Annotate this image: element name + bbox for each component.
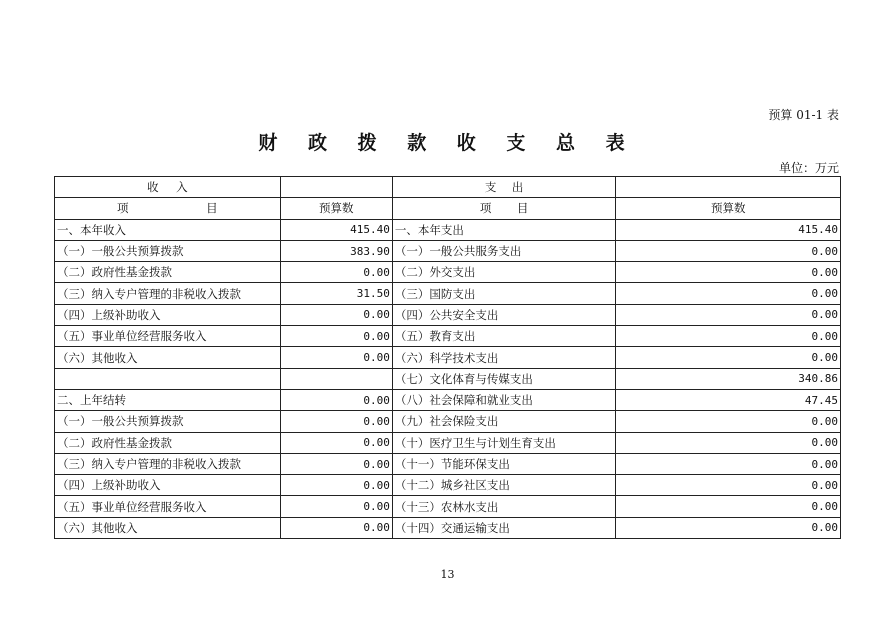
- expense-item-cell: （八）社会保障和就业支出: [392, 389, 616, 410]
- income-item-cell: （二）政府性基金拨款: [55, 262, 281, 283]
- expense-amount-cell: 0.00: [616, 283, 841, 304]
- income-item-cell: 二、上年结转: [55, 389, 281, 410]
- expense-amount-cell: 0.00: [616, 475, 841, 496]
- page-title: 财 政 拨 款 收 支 总 表: [258, 132, 637, 154]
- table-row: [55, 347, 841, 368]
- income-item-cell: 一、本年收入: [55, 219, 281, 240]
- header-income-left: 收: [147, 180, 159, 195]
- income-amount-cell: 0.00: [280, 453, 392, 474]
- income-amount-cell: [280, 368, 392, 389]
- expense-amount-cell: 0.00: [616, 240, 841, 261]
- expense-item-cell: （六）科学技术支出: [392, 347, 616, 368]
- header-item-left: 项: [117, 201, 129, 216]
- header-expense: [392, 177, 616, 198]
- expense-item-cell: （十二）城乡社区支出: [392, 475, 616, 496]
- expense-item-cell: （十三）农林水支出: [392, 496, 616, 517]
- header-income-empty: [280, 177, 392, 198]
- table-body: [55, 177, 841, 539]
- header-item-expense: [392, 198, 616, 219]
- header-income: [55, 177, 281, 198]
- income-item-cell: （六）其他收入: [55, 347, 281, 368]
- income-amount-cell: 0.00: [280, 389, 392, 410]
- expense-item-cell: （二）外交支出: [392, 262, 616, 283]
- expense-item-cell: （三）国防支出: [392, 283, 616, 304]
- expense-amount-cell: 415.40: [616, 219, 841, 240]
- expense-amount-cell: 0.00: [616, 411, 841, 432]
- income-amount-cell: 0.00: [280, 496, 392, 517]
- header-expense-right: 出: [511, 180, 524, 195]
- income-amount-cell: 0.00: [280, 475, 392, 496]
- expense-amount-cell: 0.00: [616, 517, 841, 538]
- income-item-cell: [55, 368, 281, 389]
- income-item-cell: （二）政府性基金拨款: [55, 432, 281, 453]
- income-item-cell: （一）一般公共预算拨款: [55, 240, 281, 261]
- income-item-cell: （六）其他收入: [55, 517, 281, 538]
- header-item2-right: 目: [516, 201, 529, 216]
- income-amount-cell: 0.00: [280, 432, 392, 453]
- form-number: 预算 01-1 表: [768, 108, 839, 122]
- expense-amount-cell: 0.00: [616, 453, 841, 474]
- expense-amount-cell: 0.00: [616, 432, 841, 453]
- income-item-cell: （四）上级补助收入: [55, 304, 281, 325]
- expense-amount-cell: 0.00: [616, 326, 841, 347]
- income-item-cell: （一）一般公共预算拨款: [55, 411, 281, 432]
- income-amount-cell: 0.00: [280, 304, 392, 325]
- income-amount-cell: 383.90: [280, 240, 392, 261]
- expense-item-cell: （四）公共安全支出: [392, 304, 616, 325]
- table-row: [55, 368, 841, 389]
- header-item-right: 目: [206, 201, 218, 216]
- page-number: 13: [440, 568, 455, 581]
- header-income-right: 入: [176, 180, 188, 195]
- unit-label: 单位：万元: [778, 161, 839, 175]
- header-budget-income: 预算数: [280, 198, 392, 219]
- income-amount-cell: 0.00: [280, 347, 392, 368]
- table-row: [55, 326, 841, 347]
- header-expense-empty: [616, 177, 841, 198]
- table-row: [55, 283, 841, 304]
- income-amount-cell: 0.00: [280, 411, 392, 432]
- expense-amount-cell: 47.45: [616, 389, 841, 410]
- expense-item-cell: （十）医疗卫生与计划生育支出: [392, 432, 616, 453]
- table-row: [55, 496, 841, 517]
- income-item-cell: （三）纳入专户管理的非税收入拨款: [55, 283, 281, 304]
- expense-item-cell: （七）文化体育与传媒支出: [392, 368, 616, 389]
- income-item-cell: （五）事业单位经营服务收入: [55, 326, 281, 347]
- table-row: [55, 432, 841, 453]
- expense-amount-cell: 340.86: [616, 368, 841, 389]
- income-amount-cell: 0.00: [280, 517, 392, 538]
- table-row: [55, 411, 841, 432]
- expense-item-cell: （一）一般公共服务支出: [392, 240, 616, 261]
- expense-amount-cell: 0.00: [616, 262, 841, 283]
- income-amount-cell: 31.50: [280, 283, 392, 304]
- table-row: [55, 475, 841, 496]
- budget-table: [54, 176, 841, 539]
- table-row: [55, 517, 841, 538]
- income-item-cell: （五）事业单位经营服务收入: [55, 496, 281, 517]
- expense-item-cell: （十一）节能环保支出: [392, 453, 616, 474]
- table-row: [55, 304, 841, 325]
- header-expense-left: 支: [484, 180, 497, 195]
- income-amount-cell: 0.00: [280, 326, 392, 347]
- table-row: [55, 240, 841, 261]
- income-item-cell: （三）纳入专户管理的非税收入拨款: [55, 453, 281, 474]
- header-row-columns: [55, 198, 841, 219]
- header-item2-left: 项: [479, 201, 492, 216]
- expense-item-cell: （九）社会保险支出: [392, 411, 616, 432]
- header-budget-expense: 预算数: [616, 198, 841, 219]
- income-amount-cell: 0.00: [280, 262, 392, 283]
- header-item-income: [55, 198, 281, 219]
- header-row-section: [55, 177, 841, 198]
- expense-item-cell: （十四）交通运输支出: [392, 517, 616, 538]
- expense-amount-cell: 0.00: [616, 347, 841, 368]
- table-row: [55, 262, 841, 283]
- expense-amount-cell: 0.00: [616, 496, 841, 517]
- income-item-cell: （四）上级补助收入: [55, 475, 281, 496]
- income-amount-cell: 415.40: [280, 219, 392, 240]
- table-row: [55, 219, 841, 240]
- expense-item-cell: （五）教育支出: [392, 326, 616, 347]
- table-row: [55, 453, 841, 474]
- expense-amount-cell: 0.00: [616, 304, 841, 325]
- expense-item-cell: 一、本年支出: [392, 219, 616, 240]
- table-row: [55, 389, 841, 410]
